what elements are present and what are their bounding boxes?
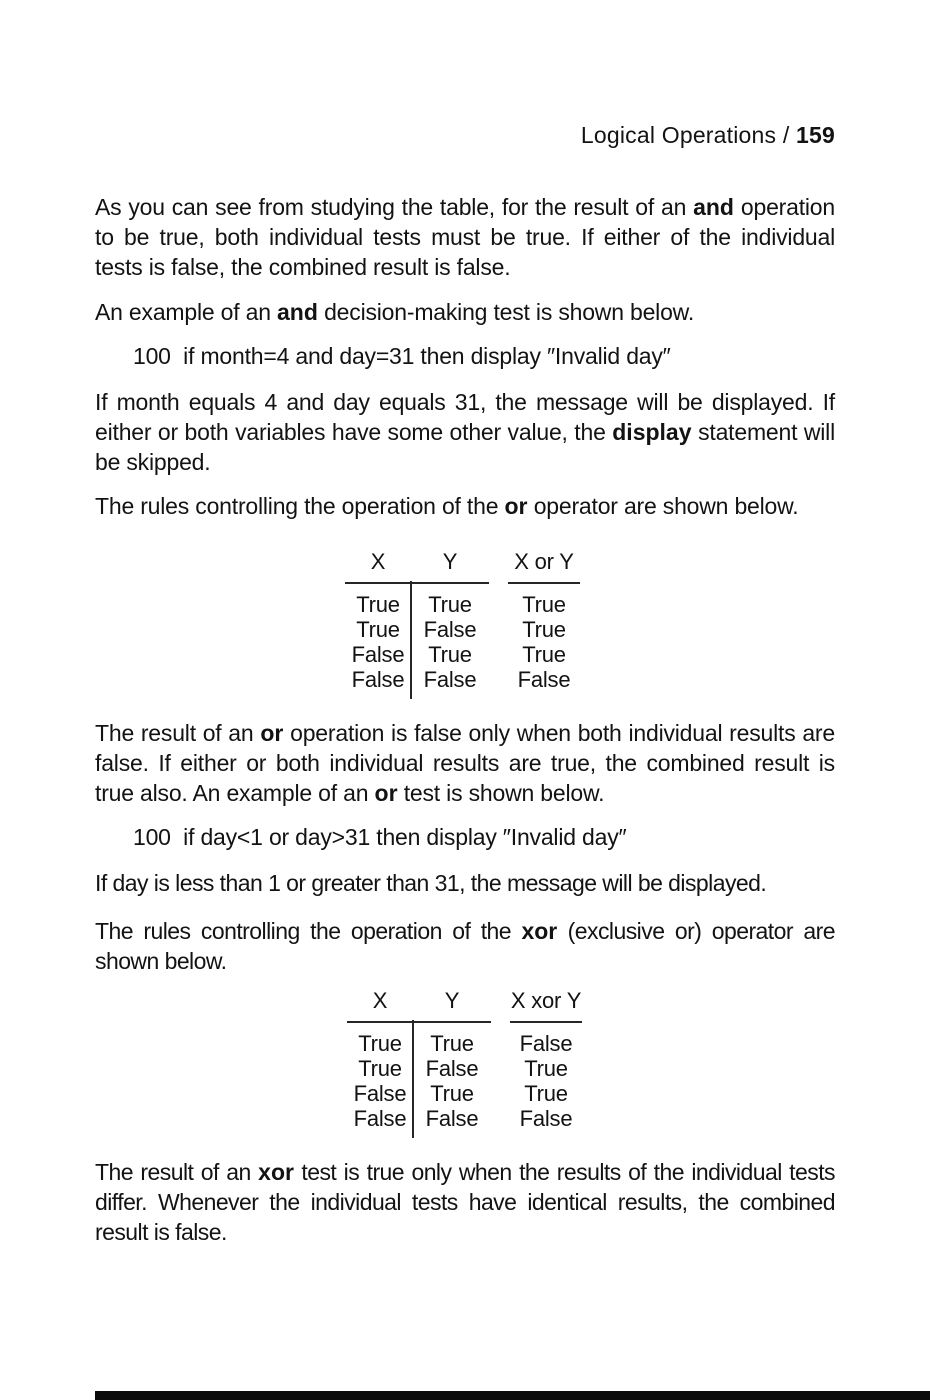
text-run: decision-making test is shown below.: [317, 299, 695, 325]
table-cell: True: [356, 592, 400, 617]
table-rule: [345, 582, 489, 584]
text-run: operator are shown below.: [527, 493, 799, 519]
keyword-or: or: [504, 493, 528, 519]
text-run: An example of an: [95, 299, 277, 325]
table-cell: True: [356, 617, 400, 642]
keyword-or: or: [260, 720, 284, 746]
paragraph-and-example-intro: [95, 297, 835, 327]
page-number: 159: [796, 122, 835, 148]
code-example-or: 100 if day<1 or day>31 then display ″Invalid day″: [133, 824, 627, 850]
table-cell: False: [423, 667, 477, 692]
xor-truth-table: [347, 988, 601, 1131]
table-header-x: X: [370, 549, 386, 574]
table-cell: True: [522, 617, 566, 642]
table-cell: True: [522, 592, 566, 617]
table-cell: False: [519, 1031, 573, 1056]
text-run: The result of an: [95, 720, 261, 746]
table-cell: True: [358, 1031, 402, 1056]
table-cell: True: [430, 1081, 474, 1106]
table-column-divider: [410, 581, 412, 699]
paragraph-xor-result: [95, 1157, 835, 1247]
text-run: operation is false only when both individual results are false. If either or both individual results are true, the combined result is true also. An example of an: [95, 720, 835, 806]
table-cell: False: [353, 1081, 407, 1106]
table-rule: [510, 1021, 582, 1023]
text-run: operation to be true, both individual tests must be true. If either of the individual tests is false, the combined result is false.: [95, 194, 835, 280]
text-run: The rules controlling the operation of the: [95, 493, 505, 519]
table-cell: False: [423, 617, 477, 642]
table-cell: False: [519, 1106, 573, 1131]
keyword-or: or: [374, 780, 398, 806]
table-cell: True: [428, 642, 472, 667]
keyword-display: display: [612, 419, 692, 445]
table-cell: False: [351, 642, 405, 667]
text-run: test is shown below.: [397, 780, 605, 806]
page-content: [95, 0, 835, 1262]
paragraph-or-result: [95, 718, 835, 808]
table-rule: [508, 582, 580, 584]
table-cell: True: [524, 1081, 568, 1106]
text-run: The rules controlling the operation of the: [95, 918, 522, 944]
table-cell: True: [428, 592, 472, 617]
paragraph-or-explanation: [95, 868, 835, 898]
code-example-and: 100 if month=4 and day=31 then display ″Invalid day″: [133, 343, 671, 369]
table-header-x: X: [372, 988, 388, 1013]
table-cell: False: [351, 667, 405, 692]
table-cell: True: [430, 1031, 474, 1056]
keyword-and: and: [277, 299, 318, 325]
text-run: If day is less than 1 or greater than 31, the message will be displayed.: [95, 870, 767, 896]
section-title: Logical Operations /: [580, 122, 797, 148]
table-cell: True: [358, 1056, 402, 1081]
table-rule: [347, 1021, 491, 1023]
table-column-divider: [412, 1020, 414, 1138]
text-run: If month equals 4 and day equals 31, the message will be displayed. If either or both variables have some other value, the: [95, 389, 835, 445]
table-cell: False: [517, 667, 571, 692]
table-cell: True: [522, 642, 566, 667]
paragraph-and-rule: [95, 192, 835, 282]
table-header-y: Y: [444, 988, 460, 1013]
text-run: test is true only when the results of the individual tests differ. Whenever the individual tests have identical results, the combined result is false.: [95, 1159, 835, 1245]
text-run: (exclusive or) operator are shown below.: [95, 918, 835, 974]
or-truth-table: [345, 549, 599, 692]
paragraph-xor-rules-intro: [95, 916, 835, 976]
keyword-xor: xor: [258, 1159, 294, 1185]
table-header-x-or-y: X or Y: [514, 549, 574, 574]
table-header-y: Y: [442, 549, 458, 574]
table-cell: True: [524, 1056, 568, 1081]
keyword-and: and: [693, 194, 734, 220]
text-run: statement will be skipped.: [95, 419, 835, 475]
table-header-x-xor-y: X xor Y: [510, 988, 582, 1013]
keyword-xor: xor: [521, 918, 558, 944]
running-header: [95, 120, 835, 150]
paragraph-and-result: [95, 387, 835, 477]
scan-edge-artifact: [95, 1391, 930, 1400]
paragraph-or-rules-intro: [95, 491, 835, 521]
table-cell: False: [425, 1106, 479, 1131]
table-cell: False: [353, 1106, 407, 1131]
text-run: As you can see from studying the table, for the result of an: [95, 194, 694, 220]
text-run: The result of an: [95, 1159, 259, 1185]
table-cell: False: [425, 1056, 479, 1081]
